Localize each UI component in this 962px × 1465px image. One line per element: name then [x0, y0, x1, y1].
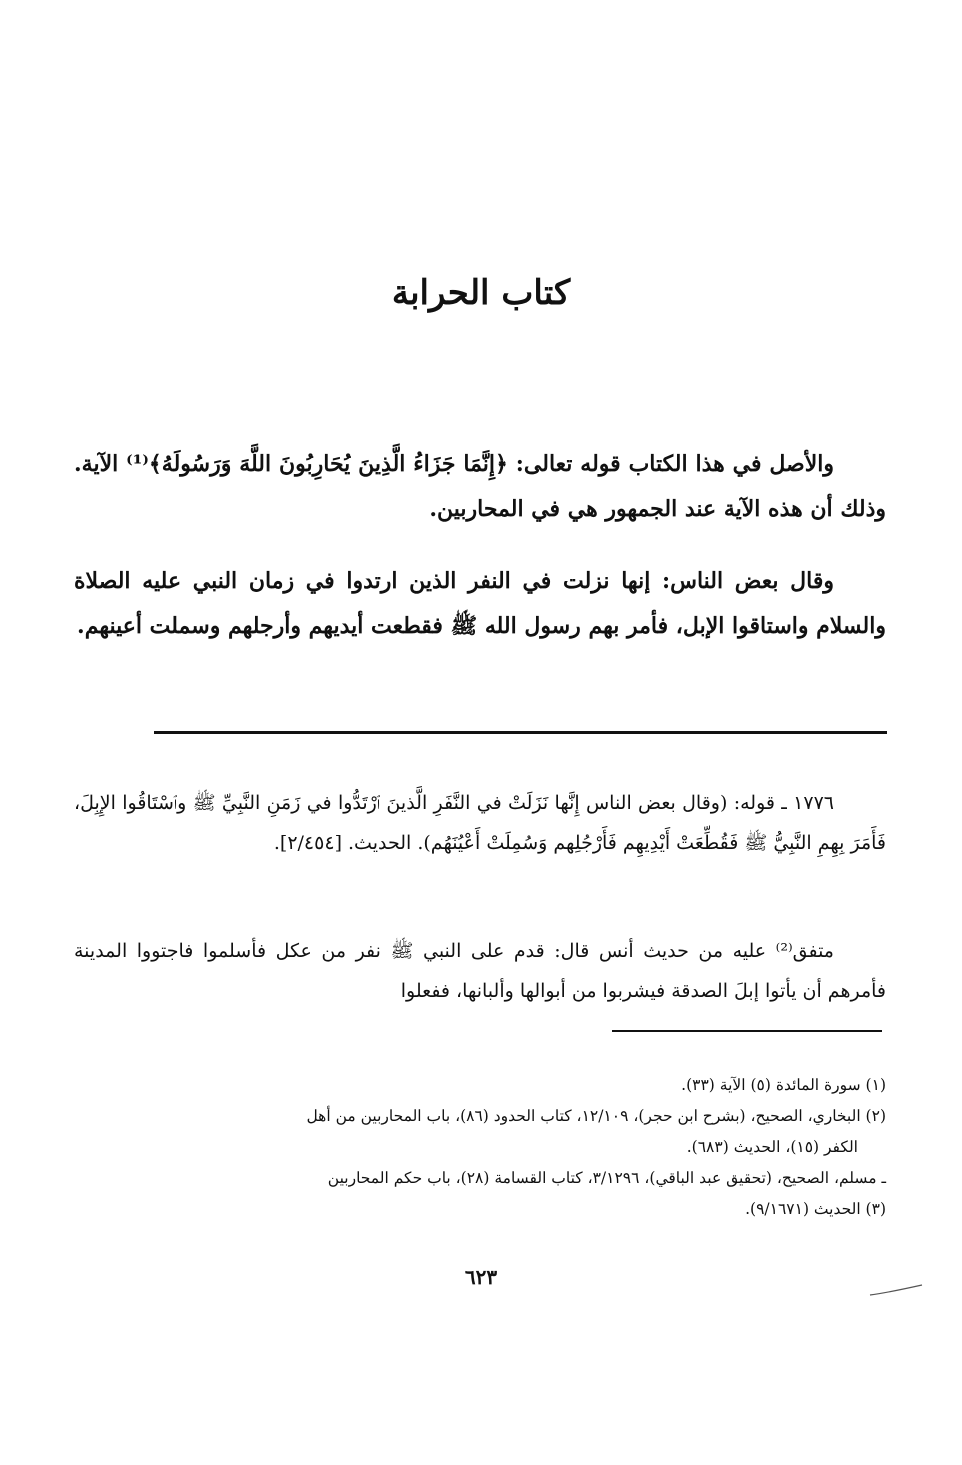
footnote-divider: [612, 1030, 882, 1032]
section-divider: [154, 731, 887, 734]
footnote-1: (١) سورة المائدة (٥) الآية (٣٣).: [681, 1076, 886, 1094]
pen-mark: [868, 1283, 924, 1297]
commentary-entry-1: ١٧٧٦ ـ قوله: (وقال بعض الناس إِنَّها نَزَلَتْ في النَّفَرِ الَّذينَ ٱرْتَدُّوا في زَمَنِ النَّبِيِّ ﷺ وٱسْتَاقُوا الإِبِلَ، فَأَمَرَ بِهِمِ النَّبِيُّ ﷺ فَقُطِّعَتْ أَيْدِيهِم فَأَرْجُلِهم وَسُمِلَتْ أَعْيُنَهُم). الحديث. [٢/٤٥٤].: [74, 792, 886, 854]
footnote-2-line-2: الكفر (١٥)، الحديث (٦٨٣).: [686, 1138, 858, 1156]
chapter-title: كتاب الحرابة: [391, 272, 571, 313]
footnotes: [74, 1070, 886, 1225]
main-paragraph-1: والأصل في هذا الكتاب قوله تعالى: ﴿إِنَّمَا جَزَاءُ الَّذِينَ يُحَارِبُونَ اللَّهَ وَرَسُولَهُ﴾⁽¹⁾ الآية. وذلك أن هذه الآية عند الجمهور هي في المحاربين.: [74, 451, 886, 522]
footnote-2-line-3: ـ مسلم، الصحيح، (تحقيق عبد الباقي)، ٣/١٢٩٦، كتاب القسامة (٢٨)، باب حكم المحاربين: [327, 1169, 886, 1187]
footnote-2-line-1: (٢) البخاري، الصحيح، (بشرح ابن حجر)، ١٢/١٠٩، كتاب الحدود (٨٦)، باب المحاربين من أهل: [306, 1107, 886, 1125]
footnote-2-line-4: (٣) الحديث (٩/١٦٧١).: [745, 1200, 886, 1218]
page-number: ٦٢٣: [464, 1265, 498, 1289]
main-paragraph-2: وقال بعض الناس: إنها نزلت في النفر الذين ارتدوا في زمان النبي عليه الصلاة والسلام واستاقوا الإبل، فأمر بهم رسول الله ﷺ فقطعت أيديهم وأرجلهم وسملت أعينهم.: [74, 568, 886, 639]
commentary-entry-2: متفق⁽²⁾ عليه من حديث أنس قال: قدم على النبي ﷺ نفر من عكل فأسلموا فاجتووا المدينة فأمرهم أن يأتوا إبلَ الصدقة فيشربوا من أبوالها وألبانها، ففعلوا: [74, 940, 886, 1002]
